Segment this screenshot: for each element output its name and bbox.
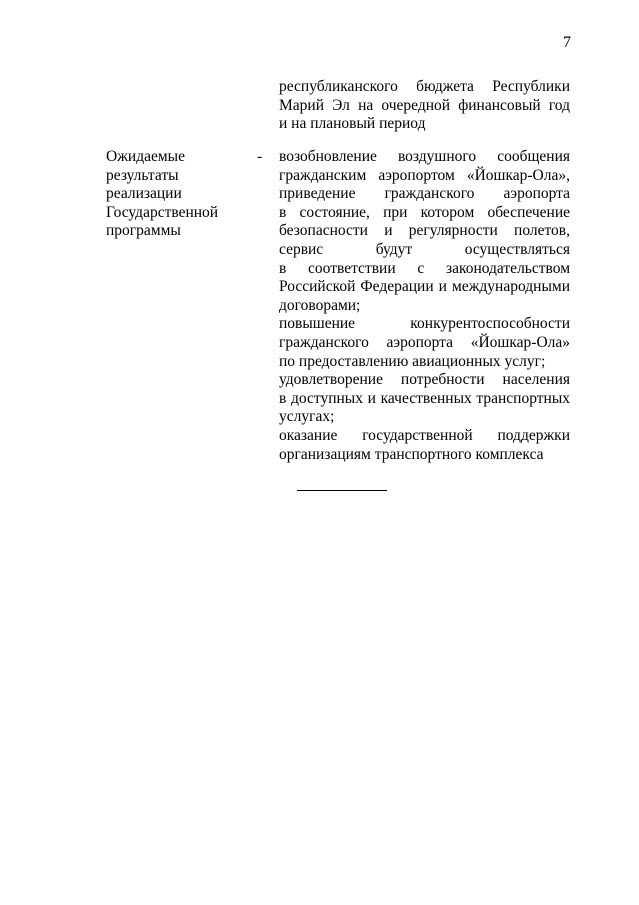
intro-line: республиканского бюджета Республики bbox=[279, 78, 570, 95]
content-line: по предоставлению авиационных услуг; bbox=[279, 352, 546, 370]
content-line: в состояние, при котором обеспечение bbox=[279, 203, 570, 221]
content-line: сервис будут осуществляться bbox=[279, 240, 570, 258]
section-separator: - bbox=[257, 148, 263, 165]
intro-line: и на плановый период bbox=[279, 115, 426, 133]
content-line: возобновление воздушного сообщения bbox=[279, 148, 570, 165]
end-rule bbox=[297, 490, 387, 491]
content-line: организациям транспортного комплекса bbox=[279, 445, 544, 463]
content-line: удовлетворение потребности населения bbox=[279, 371, 570, 389]
content-line: повышение конкурентоспособности bbox=[279, 315, 570, 333]
content-line: гражданского аэропорта «Йошкар-Ола» bbox=[279, 333, 570, 351]
content-line: услугах; bbox=[279, 408, 335, 426]
section-label-line: Ожидаемые bbox=[106, 148, 185, 165]
section-label-line: Государственной bbox=[106, 203, 219, 221]
content-line: приведение гражданского аэропорта bbox=[279, 185, 570, 203]
section-label-line: реализации bbox=[106, 185, 182, 203]
section-label bbox=[106, 148, 256, 241]
section-label-line: программы bbox=[106, 222, 181, 240]
content-line: безопасности и регулярности полетов, bbox=[279, 222, 570, 240]
content-line: оказание государственной поддержки bbox=[279, 426, 570, 444]
content-line: Российской Федерации и международными bbox=[279, 278, 570, 296]
intro-line: Марий Эл на очередной финансовый год bbox=[279, 96, 570, 114]
page-number: 7 bbox=[563, 34, 571, 51]
content-line: гражданским аэропортом «Йошкар-Ола», bbox=[279, 166, 570, 184]
content-line: в доступных и качественных транспортных bbox=[279, 389, 570, 407]
content-line: договорами; bbox=[279, 296, 361, 314]
section-label-line: результаты bbox=[106, 166, 179, 184]
intro-paragraph bbox=[279, 78, 570, 134]
section-content bbox=[279, 148, 570, 464]
content-line: в соответствии с законодательством bbox=[279, 259, 570, 277]
